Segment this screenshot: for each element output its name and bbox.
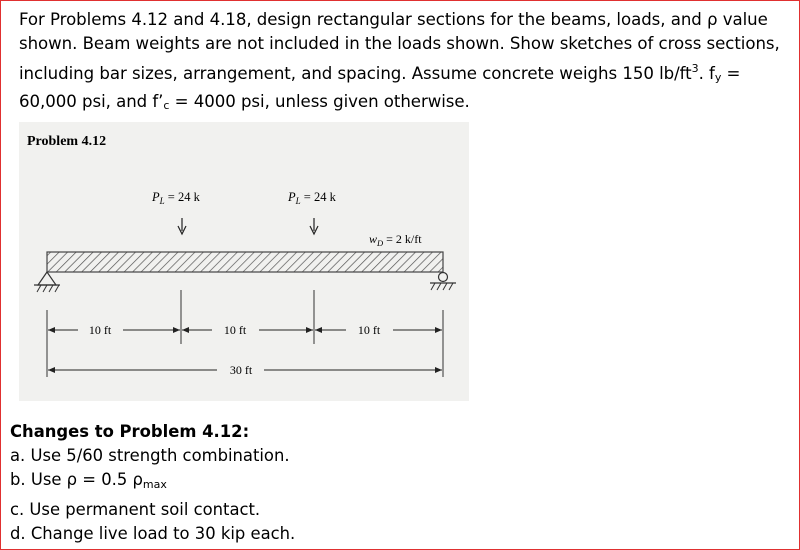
svg-text:30 ft: 30 ft (229, 363, 253, 377)
dimension-total (48, 363, 442, 377)
dimension-3 (315, 323, 442, 337)
load-arrow-1 (178, 218, 186, 234)
load-label-2: $P_L = 24$ k (288, 190, 336, 206)
change-b: b. Use ρ = 0.5 ρmax (10, 470, 167, 492)
distributed-load-label: $w_D = 2$ k/ft (369, 232, 422, 248)
figure-title: Problem 4.12 (27, 134, 107, 149)
svg-text:10 ft: 10 ft (88, 323, 112, 337)
beam-diagram (19, 122, 469, 401)
svg-text:10 ft: 10 ft (357, 323, 381, 337)
roller-support-right (430, 273, 456, 291)
beam-figure (19, 122, 469, 401)
problem-statement: For Problems 4.12 and 4.18, design rectangular sections for the beams, loads, and ρ value shown. Beam weights are not included in the loads shown. Show sketches of cross sections, including bar sizes, arrangement, and spacing. Assume concrete weighs 150 $lb/ft^3$. $f_y = 60,000$ psi, and $f’_c = 4000$ psi, unless given otherwise. (19, 10, 780, 113)
changes-title: Changes to Problem 4.12: (10, 422, 250, 441)
load-arrow-2 (310, 218, 318, 234)
changes-list (10, 420, 410, 546)
pin-support-left (34, 272, 60, 292)
svg-text:10 ft: 10 ft (223, 323, 247, 337)
dimension-2 (182, 323, 313, 337)
change-d: d. Change live load to 30 kip each. (10, 523, 296, 543)
load-label-1: $P_L = 24$ k (152, 190, 200, 206)
beam (47, 252, 443, 272)
change-c: c. Use permanent soil contact. (10, 499, 261, 519)
change-a: a. Use 5/60 strength combination. (10, 446, 290, 466)
dimension-1 (48, 323, 180, 337)
